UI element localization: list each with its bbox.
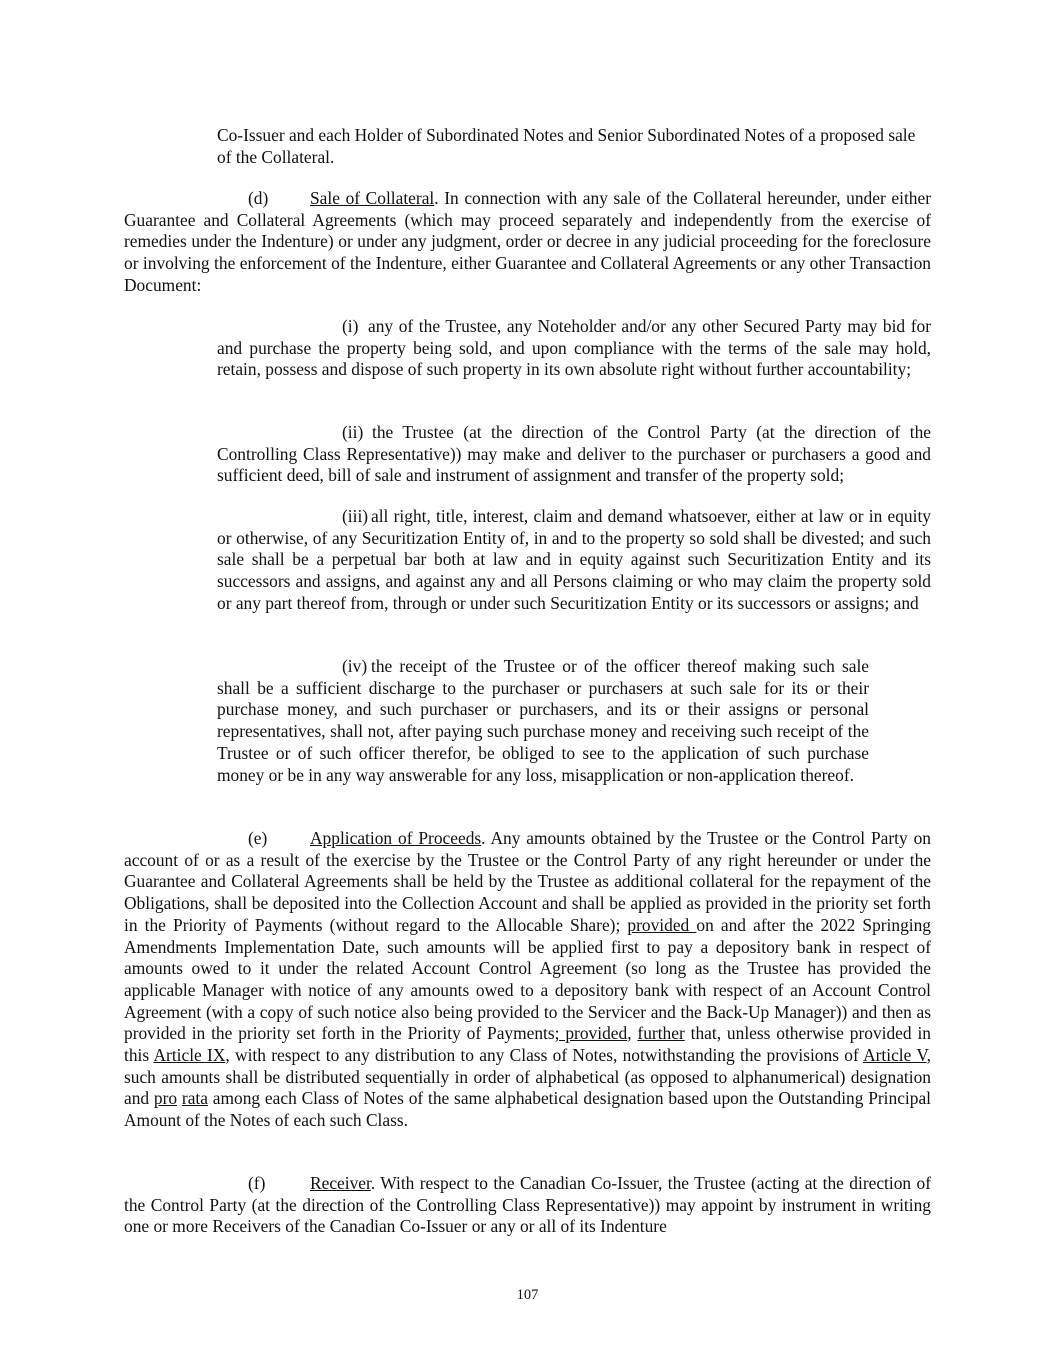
item-ii-marker: (ii) <box>342 422 364 442</box>
article-ix-reference: Article IX <box>153 1045 226 1066</box>
rata-term: rata <box>181 1088 208 1109</box>
item-iv-marker: (iv) <box>342 656 368 676</box>
item-i-marker: (i) <box>342 316 359 336</box>
item-iii-paragraph <box>217 506 931 615</box>
section-e-paragraph <box>124 828 931 1132</box>
carryover-text: Co-Issuer and each Holder of Subordinated Notes and Senior Subordinated Notes of a proposed sale of the Collateral. <box>217 125 916 167</box>
section-e-body-3: that, unless otherwise provided in this <box>124 1023 931 1066</box>
section-e-body-2: on and after the 2022 Springing Amendments Implementation Date, such amounts will be applied first to pay a depository bank in respect of amounts owed to it under the related Account Control Agreement (so long as the Trustee has provided the applicable Manager with notice of any amounts owed to a depository bank with respect of an Account Control Agreement (with a copy of such notice also being provided to the Servicer and the Back-Up Manager)) and then as provided in the priority set forth in the Priority of Payments <box>124 914 931 1044</box>
section-e-heading: Application of Proceeds <box>310 828 482 848</box>
section-d-body: . In connection with any sale of the Collateral hereunder, under either Guarantee and Collateral Agreements (which may proceed separately and independently from the exercise of remedies under the Indenture) or under any judgment, order or decree in any judicial proceeding for the foreclosure or involving the enforcement of the Indenture, either Guarantee and Collateral Agreements or any other Transaction Document: <box>124 188 931 295</box>
provided-term-2: ; provided <box>554 1023 628 1044</box>
item-i-paragraph <box>217 316 931 381</box>
section-d-heading: Sale of Collateral <box>310 188 435 208</box>
item-i-text: any of the Trustee, any Noteholder and/or any other Secured Party may bid for and purchase the property being sold, and upon compliance with the terms of the sale may hold, retain, possess and dispose of such property in its own absolute right without further accountability; <box>217 316 931 380</box>
item-iii-marker: (iii) <box>342 506 369 526</box>
item-iv-text: the receipt of the Trustee or of the officer thereof making such sale shall be a sufficient discharge to the purchaser or purchasers at such sale for its or their purchase money, and such purchaser or purchasers, and its or their assigns or personal representatives, shall not, after paying such purchase money and receiving such receipt of the Trustee or of such officer therefor, be obliged to see to the application of such purchase money or be in any way answerable for any loss, misapplication or non-application thereof. <box>217 656 869 785</box>
item-ii-text: the Trustee (at the direction of the Control Party (at the direction of the Controlling Class Representative)) may make and deliver to the purchaser or purchasers a good and sufficient deed, bill of sale and instrument of assignment and transfer of the property sold; <box>217 422 931 486</box>
section-f-heading: Receiver <box>310 1173 371 1193</box>
item-ii-paragraph <box>217 422 931 487</box>
further-term: further <box>637 1023 685 1044</box>
carryover-paragraph <box>217 125 931 168</box>
section-f-body: . With respect to the Canadian Co-Issuer, the Trustee (acting at the direction of the Control Party (at the direction of the Controlling Class Representative)) may appoint by instrument in writing one or more Receivers of the Canadian Co-Issuer or any or all of its Indenture <box>124 1173 931 1237</box>
section-e-body-1: . Any amounts obtained by the Trustee or the Control Party on account of or as a result of the exercise by the Trustee or the Control Party of any right hereunder or under the Guarantee and Collateral Agreements shall be held by the Trustee as additional collateral for the repayment of the Obligations, shall be deposited into the Collection Account and shall be applied as provided in the priority set forth in the Priority of Payments (without regard to the Allocable Share); <box>124 828 931 935</box>
page-number: 107 <box>516 1287 539 1303</box>
section-d-marker: (d) <box>248 188 269 208</box>
section-f-paragraph <box>124 1173 931 1238</box>
section-e-body-5: , such amounts shall be distributed sequentially in order of alphabetical (as opposed to alphanumerical) designation and <box>124 1045 932 1109</box>
item-iii-text: all right, title, interest, claim and demand whatsoever, either at law or in equity or otherwise, of any Securitization Entity of, in and to the property so sold shall be divested; and such sale shall be a perpetual bar both at law and in equity against such Securitization Entity and its successors and assigns, and against any and all Persons claiming or who may claim the property sold or any part thereof from, through or under such Securitization Entity or its successors or assigns; and <box>217 506 931 613</box>
comma-separator: , <box>627 1023 638 1044</box>
section-d-paragraph <box>124 188 931 297</box>
section-e-marker: (e) <box>248 828 268 848</box>
pro-term: pro <box>153 1088 178 1109</box>
section-f-marker: (f) <box>248 1173 266 1193</box>
provided-term-1: provided <box>627 914 697 935</box>
section-e-body-6: among each Class of Notes of the same alphabetical designation based upon the Outstanding Principal Amount of the Notes of each such Class. <box>124 1088 931 1131</box>
article-v-reference: Article V <box>863 1045 927 1066</box>
section-e-body-4: , with respect to any distribution to any Class of Notes, notwithstanding the provisions of <box>225 1045 864 1066</box>
item-iv-paragraph <box>217 656 869 786</box>
